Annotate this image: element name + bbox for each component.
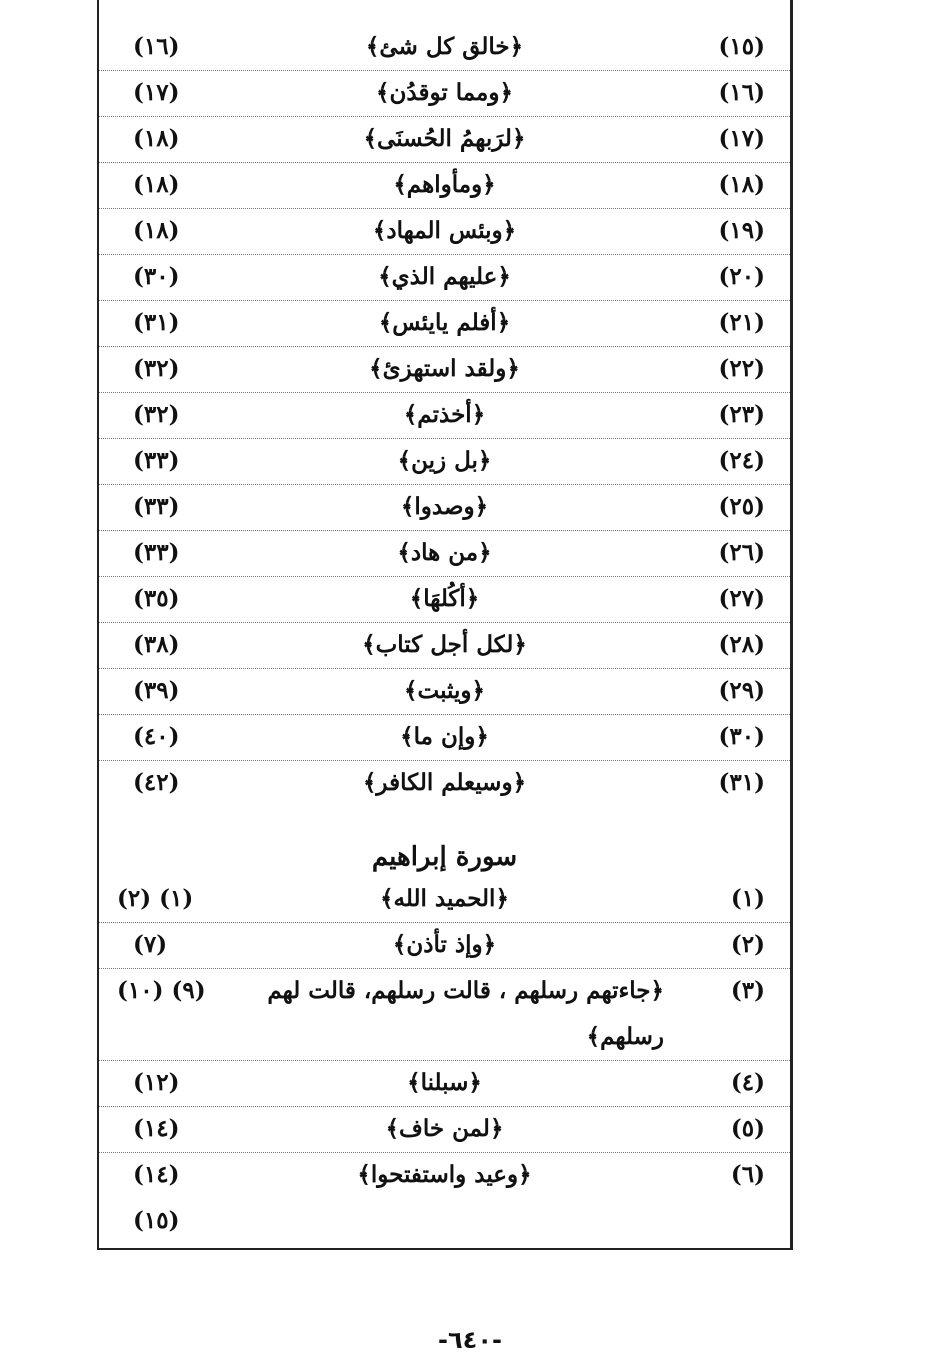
entry-number: (٢٥) <box>718 493 765 520</box>
verse-reference: (٣٣) <box>133 493 180 520</box>
entry-number: (١٨) <box>718 171 765 198</box>
table-row <box>99 346 790 393</box>
verse-reference: (٧) <box>133 931 168 958</box>
entry-number: (٢١) <box>718 309 765 336</box>
quran-phrase: ﴿جاءتهم رسلهم ، قالت رسلهم، قالت لهم رسلهم﴾ <box>267 977 664 1050</box>
entry-number: (١٥) <box>718 33 765 60</box>
verse-reference: (٣٨) <box>133 631 180 658</box>
entry-number: (٢٧) <box>718 585 765 612</box>
verse-reference: (١٧) <box>133 79 180 106</box>
quran-phrase: ﴿لكل أجل كتاب﴾ <box>362 631 527 658</box>
entry-number: (٢٦) <box>718 539 765 566</box>
entry-number: (٦) <box>730 1161 765 1188</box>
quran-phrase: ﴿ومما توقدُن﴾ <box>376 79 513 106</box>
quran-phrase: ﴿الحميد الله﴾ <box>380 885 509 912</box>
table-row <box>99 922 790 969</box>
table-row <box>99 208 790 255</box>
verse-reference: (١٨) <box>133 171 180 198</box>
verse-reference: (٣٥) <box>133 585 180 612</box>
entry-number: (٢٠) <box>718 263 765 290</box>
quran-phrase: ﴿ومأواهم﴾ <box>393 171 496 198</box>
verse-reference: (٤٢) <box>133 769 180 796</box>
entry-number: (٢٩) <box>718 677 765 704</box>
entry-number: (٢٣) <box>718 401 765 428</box>
table-row <box>99 760 790 806</box>
quran-phrase: ﴿وإذ تأذن﴾ <box>392 931 497 958</box>
entry-number: (١) <box>730 885 765 912</box>
page-number: -٦٤٠- <box>438 1326 502 1354</box>
table-row <box>99 484 790 531</box>
entry-number: (٢) <box>730 931 765 958</box>
quran-phrase: ﴿أفلم يايئس﴾ <box>378 309 511 336</box>
verse-reference: (٣٢) <box>133 401 180 428</box>
table-row <box>99 1106 790 1153</box>
verse-reference: (١٢) <box>133 1069 180 1096</box>
verse-reference: (٣٣) <box>133 447 180 474</box>
table-row <box>99 438 790 485</box>
verse-reference: (١٦) <box>133 33 180 60</box>
table-row <box>99 1060 790 1107</box>
table-row <box>99 24 790 71</box>
entry-number: (٣) <box>730 977 765 1004</box>
quran-phrase: ﴿وعيد واستفتحوا﴾ <box>357 1161 532 1188</box>
entry-number: (٣١) <box>718 769 765 796</box>
table-row <box>99 1198 790 1244</box>
entry-number: (٢٤) <box>718 447 765 474</box>
surah-title: سورة إبراهيم <box>371 842 518 872</box>
entry-number: (٢٢) <box>718 355 765 382</box>
table-row <box>99 254 790 301</box>
verse-reference: (٣١) <box>133 309 180 336</box>
quran-phrase: ﴿ولقد استهزئ﴾ <box>369 355 520 382</box>
quran-phrase: ﴿وصدوا﴾ <box>400 493 489 520</box>
verse-reference: (١٨) <box>133 125 180 152</box>
table-row <box>99 1152 790 1198</box>
table-row <box>99 714 790 761</box>
table-row <box>99 116 790 163</box>
entry-number: (١٩) <box>718 217 765 244</box>
table-row <box>99 876 790 923</box>
entry-number: (٢٨) <box>718 631 765 658</box>
index-table <box>97 0 793 1250</box>
table-row <box>99 70 790 117</box>
quran-phrase: ﴿أخذتم﴾ <box>403 401 486 428</box>
table-row <box>99 622 790 669</box>
entry-number: (٣٠) <box>718 723 765 750</box>
verse-reference: (٤٠) <box>133 723 180 750</box>
quran-phrase: ﴿وبئس المهاد﴾ <box>372 217 517 244</box>
verse-reference: (٣٢) <box>133 355 180 382</box>
quran-phrase: ﴿وإن ما﴾ <box>400 723 489 750</box>
verse-reference: (١٤) <box>133 1161 180 1188</box>
verse-reference: (٣٩) <box>133 677 180 704</box>
table-row <box>99 530 790 577</box>
verse-reference: (١٥) <box>133 1207 180 1234</box>
entry-number: (١٦) <box>718 79 765 106</box>
quran-phrase: ﴿بل زين﴾ <box>397 447 492 474</box>
table-row <box>99 162 790 209</box>
quran-phrase: ﴿سبلنا﴾ <box>407 1069 482 1096</box>
quran-phrase: ﴿أكُلهَا﴾ <box>409 585 480 612</box>
quran-phrase: ﴿ويثبت﴾ <box>404 677 485 704</box>
entry-number: (٥) <box>730 1115 765 1142</box>
table-row <box>99 392 790 439</box>
quran-phrase: ﴿خالق كل شئ﴾ <box>365 33 524 60</box>
table-row <box>99 576 790 623</box>
verse-reference: (٩) (١٠) <box>117 977 206 1004</box>
verse-reference: (٣٠) <box>133 263 180 290</box>
table-row <box>99 300 790 347</box>
quran-phrase: ﴿عليهم الذي﴾ <box>378 263 511 290</box>
quran-phrase: ﴿من هاد﴾ <box>397 539 492 566</box>
verse-reference: (٣٣) <box>133 539 180 566</box>
entry-number: (١٧) <box>718 125 765 152</box>
quran-phrase: ﴿لمن خاف﴾ <box>385 1115 504 1142</box>
entry-number: (٤) <box>730 1069 765 1096</box>
verse-reference: (١٨) <box>133 217 180 244</box>
table-row <box>99 668 790 715</box>
verse-reference: (١) (٢) <box>117 885 194 912</box>
verse-reference: (١٤) <box>133 1115 180 1142</box>
table-row <box>99 968 790 1061</box>
quran-phrase: ﴿وسيعلم الكافر﴾ <box>362 769 527 796</box>
quran-phrase: ﴿لرَبهمُ الحُسنَى﴾ <box>363 125 526 152</box>
